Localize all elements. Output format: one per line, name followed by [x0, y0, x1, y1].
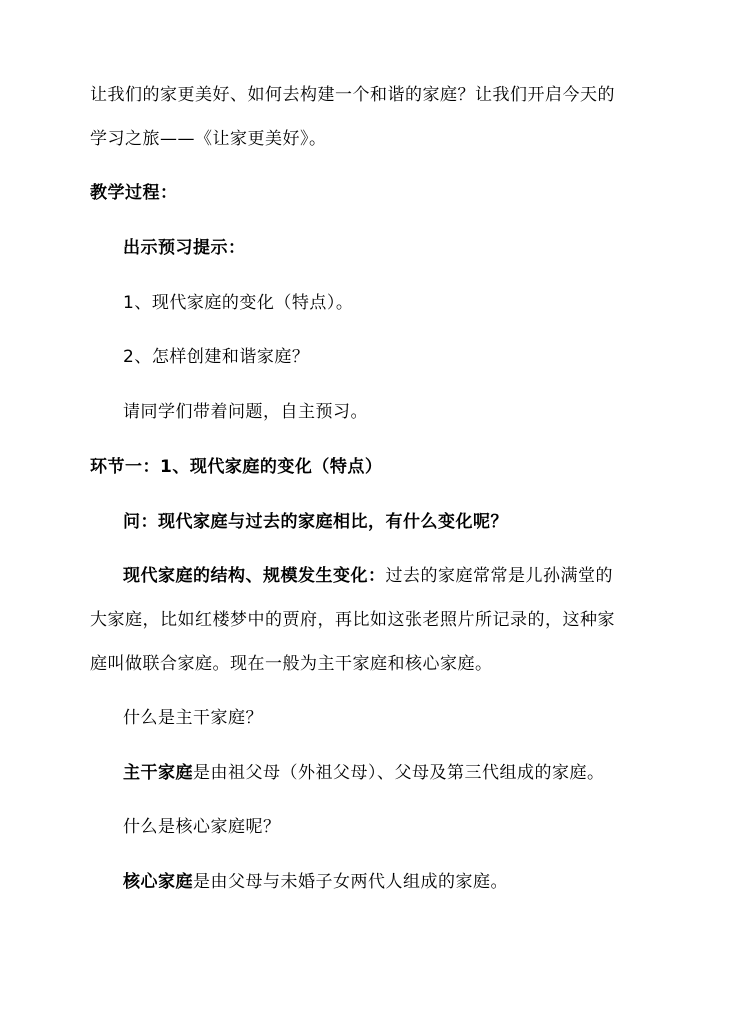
preview-instruction: 请同学们带着问题，自主预习。 — [123, 402, 368, 422]
nuclear-family-term: 核心家庭 — [123, 872, 193, 892]
question-main-family: 什么是主干家庭？ — [123, 708, 263, 728]
section-1-question: 问：现代家庭与过去的家庭相比，有什么变化呢？ — [123, 512, 508, 532]
answer-paragraph-line-2: 大家庭，比如红楼梦中的贾府，再比如这张老照片所记录的，这种家 — [90, 610, 615, 630]
intro-line-1: 让我们的家更美好、如何去构建一个和谐的家庭？让我们开启今天的 — [90, 85, 615, 105]
main-family-def-text: 是由祖父母（外祖父母）、父母及第三代组成的家庭。 — [193, 763, 605, 783]
heading-teaching-process: 教学过程： — [90, 183, 178, 203]
question-nuclear-family: 什么是核心家庭呢？ — [123, 817, 281, 837]
answer-paragraph-line-1 — [123, 564, 723, 588]
main-family-term: 主干家庭 — [123, 763, 193, 783]
nuclear-family-definition — [123, 870, 723, 894]
preview-heading: 出示预习提示： — [123, 238, 246, 258]
intro-line-2: 学习之旅——《让家更美好》。 — [90, 129, 327, 149]
section-1-heading: 环节一：1、现代家庭的变化（特点） — [90, 457, 383, 477]
preview-item-2: 2、怎样创建和谐家庭？ — [123, 347, 310, 367]
answer-lead-text: 过去的家庭常常是儿孙满堂的 — [385, 566, 613, 586]
answer-paragraph-line-3: 庭叫做联合家庭。现在一般为主干家庭和核心家庭。 — [90, 654, 493, 674]
nuclear-family-def-text: 是由父母与未婚子女两代人组成的家庭。 — [193, 872, 508, 892]
preview-item-1: 1、现代家庭的变化（特点）。 — [123, 293, 354, 313]
main-family-definition — [123, 761, 723, 785]
answer-lead-term: 现代家庭的结构、规模发生变化： — [123, 566, 386, 586]
